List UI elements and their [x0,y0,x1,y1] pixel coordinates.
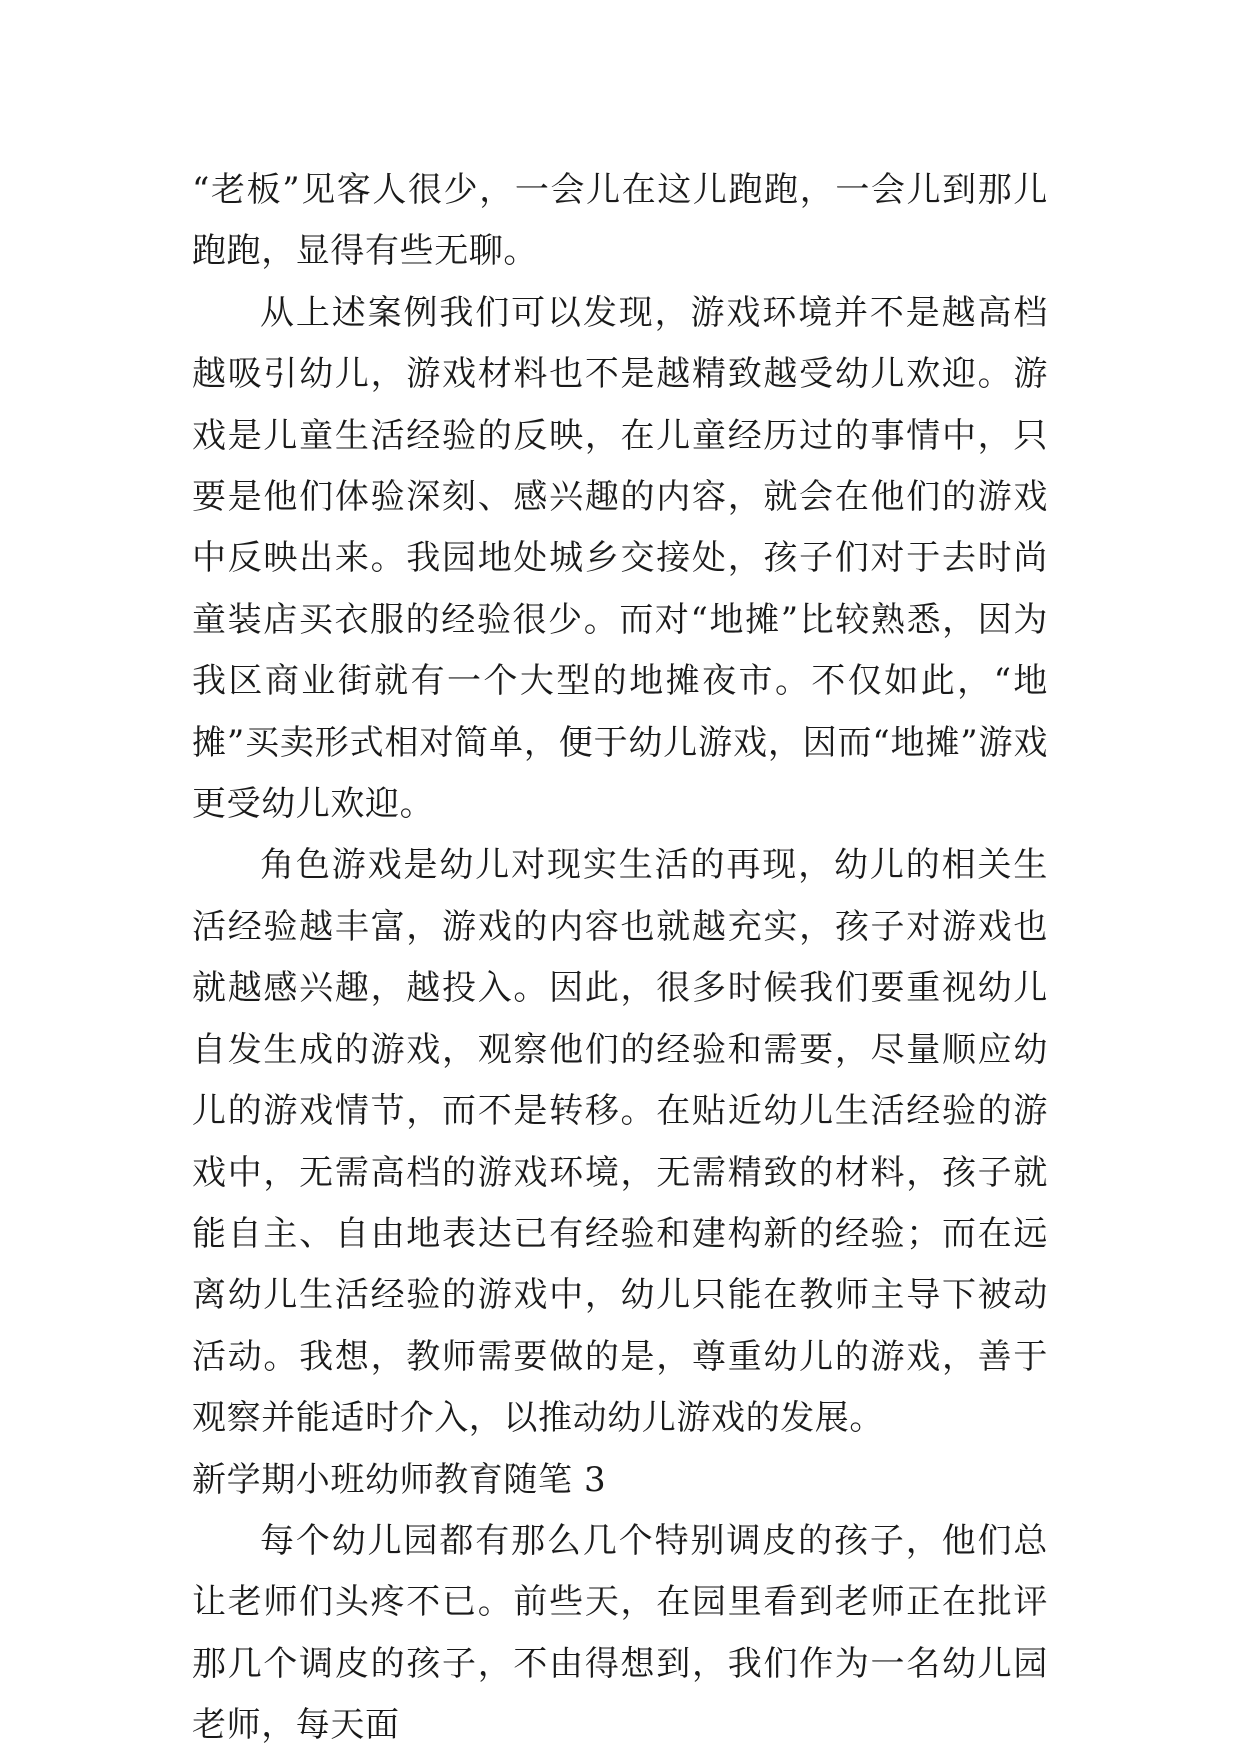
paragraph-3: 角色游戏是幼儿对现实生活的再现，幼儿的相关生活经验越丰富，游戏的内容也就越充实，孩子对游戏也就越感兴趣，越投入。因此，很多时候我们要重视幼儿自发生成的游戏，观察他们的经验和需要，尽量顺应幼儿的游戏情节，而不是转移。在贴近幼儿生活经验的游戏中，无需高档的游戏环境，无需精致的材料，孩子就能自主、自由地表达已有经验和建构新的经验；而在远离幼儿生活经验的游戏中，幼儿只能在教师主导下被动活动。我想，教师需要做的是，尊重幼儿的游戏，善于观察并能适时介入，以推动幼儿游戏的发展。 [192,845,1048,1439]
paragraph-2: 从上述案例我们可以发现，游戏环境并不是越高档越吸引幼儿，游戏材料也不是越精致越受幼儿欢迎。游戏是儿童生活经验的反映，在儿童经历过的事情中，只要是他们体验深刻、感兴趣的内容，就会在他们的游戏中反映出来。我园地处城乡交接处，孩子们对于去时尚童装店买衣服的经验很少。而对“地摊”比较熟悉，因为我区商业街就有一个大型的地摊夜市。不仅如此，“地摊”买卖形式相对简单，便于幼儿游戏，因而“地摊”游戏更受幼儿欢迎。 [192,292,1048,825]
document-body [192,160,1048,1757]
paragraph-1: “老板”见客人很少，一会儿在这儿跑跑，一会儿到那儿跑跑，显得有些无聊。 [192,170,1048,272]
section-title: 新学期小班幼师教育随笔 3 [192,1459,607,1500]
section-paragraph-1: 每个幼儿园都有那么几个特别调皮的孩子，他们总让老师们头疼不已。前些天，在园里看到老师正在批评那几个调皮的孩子，不由得想到，我们作为一名幼儿园老师，每天面 [192,1520,1048,1746]
